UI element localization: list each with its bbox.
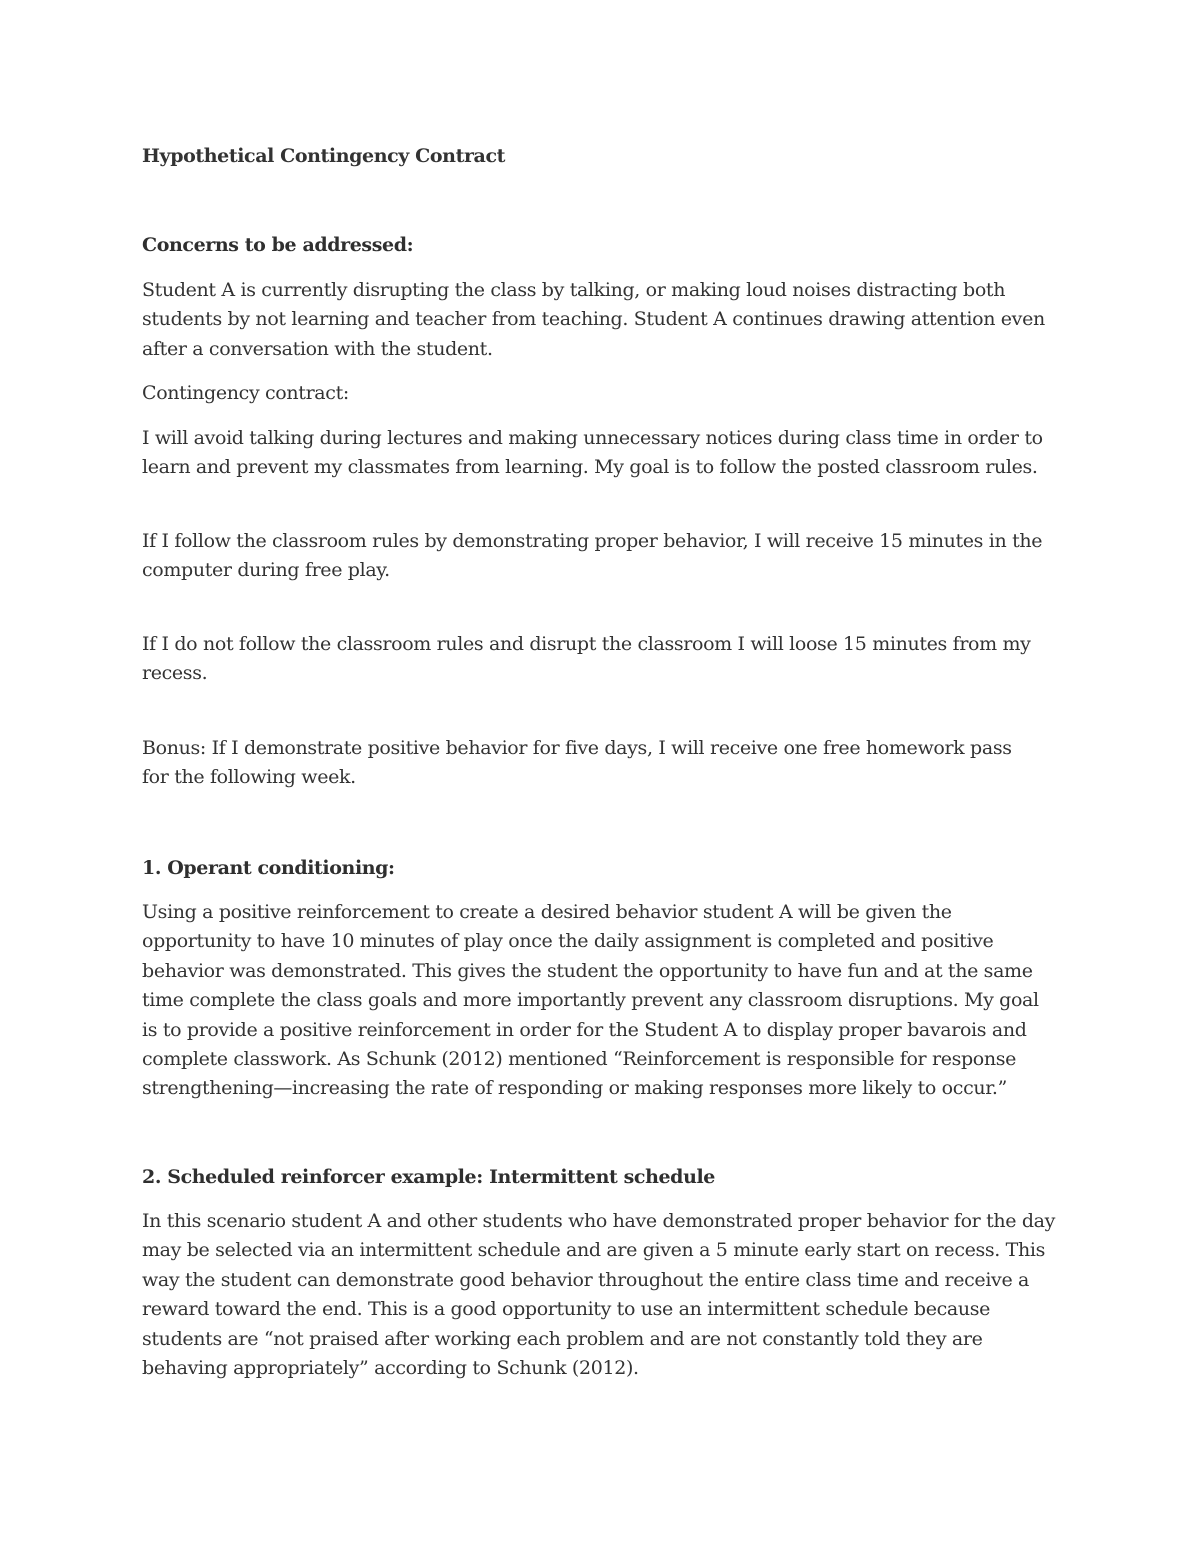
contract-bonus: Bonus: If I demonstrate positive behavior for five days, I will receive one free homework pass for the following week. [142,737,1012,789]
contract-label: Contingency contract: [142,382,349,404]
concerns-body: Student A is currently disrupting the class by talking, or making loud noises distracting both students by not learning and teacher from teaching. Student A continues drawing attention even after a conversation with the student. [142,279,1045,360]
contract-consequence: If I do not follow the classroom rules and disrupt the classroom I will loose 15 minutes from my recess. [142,633,1031,685]
contract-goal: I will avoid talking during lectures and making unnecessary notices during class time in order to learn and prevent my classmates from learning. My goal is to follow the posted classroom rules. [142,427,1043,479]
section1-heading: 1. Operant conditioning: [142,857,395,879]
section2-body: In this scenario student A and other students who have demonstrated proper behavior for the day may be selected via an intermittent schedule and are given a 5 minute early start on recess. This way the student can demonstrate good behavior throughout the entire class time and receive a reward toward the end. This is a good opportunity to use an intermittent schedule because students are “not praised after working each problem and are not constantly told they are behaving appropriately” according to Schunk (2012). [142,1210,1056,1380]
document-title: Hypothetical Contingency Contract [142,145,506,167]
section1-body: Using a positive reinforcement to create a desired behavior student A will be given the opportunity to have 10 minutes of play once the daily assignment is completed and positive behavior was demonstrated. This gives the student the opportunity to have fun and at the same time complete the class goals and more importantly prevent any classroom disruptions. My goal is to provide a positive reinforcement in order for the Student A to display proper bavarois and complete classwork. As Schunk (2012) mentioned “Reinforcement is responsible for response strengthening—increasing the rate of responding or making responses more likely to occur.” [142,901,1039,1100]
contract-reward: If I follow the classroom rules by demonstrating proper behavior, I will receive 15 minutes in the computer during free play. [142,530,1043,582]
section2-heading: 2. Scheduled reinforcer example: Intermittent schedule [142,1166,715,1188]
concerns-heading: Concerns to be addressed: [142,234,414,256]
